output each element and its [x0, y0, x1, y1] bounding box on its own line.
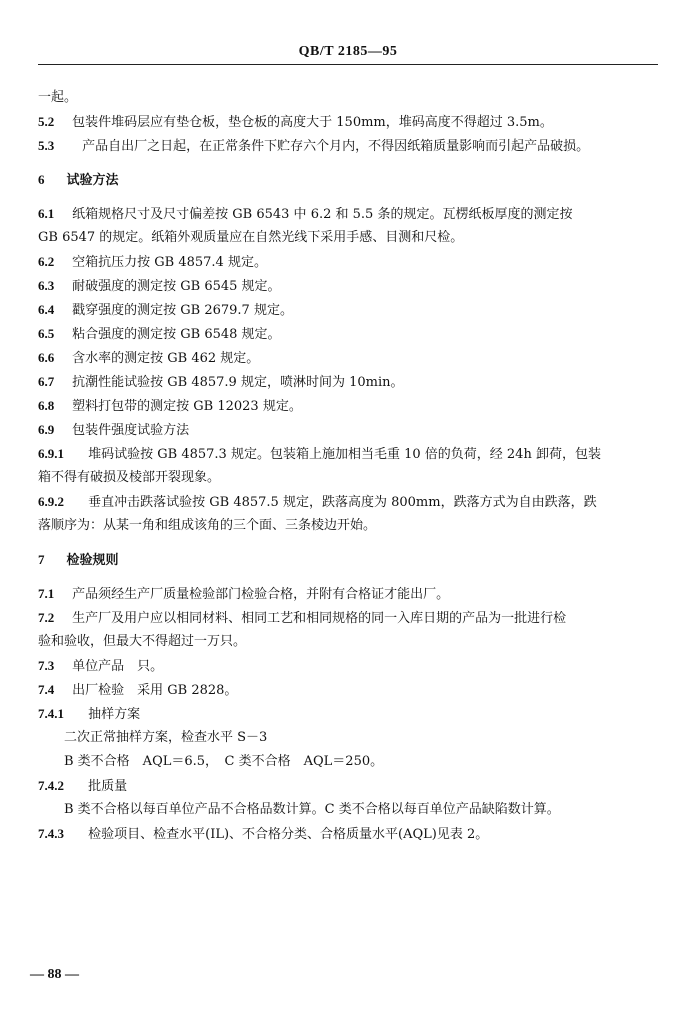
line-text: 抗潮性能试验按 GB 4857.9 规定，喷淋时间为 10min。 [72, 375, 404, 390]
line-text: B 类不合格 AQL＝6.5， C 类不合格 AQL＝250。 [64, 754, 384, 769]
text-line [38, 606, 566, 631]
clause-number: 6.9.2 [38, 494, 64, 509]
text-line [38, 774, 127, 799]
section-heading [38, 548, 119, 573]
clause-number: 6.2 [38, 254, 55, 269]
line-text: 戳穿强度的测定按 GB 2679.7 规定。 [72, 303, 293, 318]
line-text: 耐破强度的测定按 GB 6545 规定。 [72, 279, 281, 294]
line-text: 含水率的测定按 GB 462 规定。 [72, 351, 260, 366]
clause-number: 6.4 [38, 302, 55, 317]
text-line [38, 702, 140, 727]
line-text: 二次正常抽样方案，检查水平 S－3 [64, 730, 268, 745]
clause-number: 6.9 [38, 422, 55, 437]
text-line [38, 202, 572, 227]
line-text: 生产厂及用户应以相同材料、相同工艺和相同规格的同一入库日期的产品为一批进行检 [72, 611, 567, 626]
text-line [38, 274, 281, 299]
clause-number: 6.1 [38, 206, 55, 221]
text-line [38, 466, 220, 490]
line-text: 产品须经生产厂质量检验部门检验合格，并附有合格证才能出厂。 [72, 587, 450, 602]
text-line [38, 250, 267, 275]
page-number: — 88 — [30, 967, 79, 982]
text-line [38, 490, 597, 515]
clause-number: 6.7 [38, 374, 55, 389]
clause-number: 7.4 [38, 682, 55, 697]
line-text: 检验项目、检查水平(IL)、不合格分类、合格质量水平(AQL)见表 2。 [88, 827, 489, 842]
clause-number: 6.6 [38, 350, 55, 365]
text-line [38, 442, 601, 467]
section-title: 检验规则 [66, 553, 119, 568]
text-line [38, 582, 449, 607]
clause-number: 6.3 [38, 278, 55, 293]
clause-number: 5.3 [38, 138, 55, 153]
text-line [38, 394, 302, 419]
text-line [38, 322, 281, 347]
text-line [38, 370, 404, 395]
text-line [38, 134, 589, 159]
line-text: 落顺序为：从某一角和组成该角的三个面、三条棱边开始。 [38, 518, 377, 533]
clause-number: 7.3 [38, 658, 55, 673]
line-text: 验和验收，但最大不得超过一万只。 [38, 634, 247, 649]
text-line [38, 110, 553, 135]
line-text: 包装件堆码层应有垫仓板，垫仓板的高度大于 150mm，堆码高度不得超过 3.5m。 [72, 115, 553, 130]
text-line [38, 298, 293, 323]
line-text: 抽样方案 [88, 707, 141, 722]
text-line [64, 726, 267, 750]
line-text: 塑料打包带的测定按 GB 12023 规定。 [72, 399, 302, 414]
header-rule [38, 64, 658, 65]
line-text: 单位产品 只。 [72, 659, 164, 674]
section-number: 6 [38, 172, 45, 187]
clause-number: 7.4.2 [38, 778, 64, 793]
text-line [38, 514, 376, 538]
section-heading [38, 168, 119, 193]
text-line [38, 654, 163, 679]
clause-number: 7.4.1 [38, 706, 64, 721]
line-text: 出厂检验 采用 GB 2828。 [72, 683, 238, 698]
text-line [64, 798, 560, 822]
line-text: 纸箱规格尺寸及尺寸偏差按 GB 6543 中 6.2 和 5.5 条的规定。瓦楞纸板厚度的测定按 [72, 207, 573, 222]
section-title: 试验方法 [66, 173, 119, 188]
clause-number: 7.1 [38, 586, 55, 601]
line-text: 批质量 [88, 779, 128, 794]
clause-number: 6.5 [38, 326, 55, 341]
clause-number: 7.4.3 [38, 826, 64, 841]
text-line [38, 86, 77, 110]
line-text: 空箱抗压力按 GB 4857.4 规定。 [72, 255, 267, 270]
line-text: 包装件强度试验方法 [72, 423, 190, 438]
clause-number: 7.2 [38, 610, 55, 625]
line-text: 粘合强度的测定按 GB 6548 规定。 [72, 327, 281, 342]
text-line [38, 418, 189, 443]
clause-number: 6.8 [38, 398, 55, 413]
text-line [38, 226, 463, 250]
clause-number: 5.2 [38, 114, 55, 129]
text-line [64, 750, 383, 774]
text-line [38, 346, 259, 371]
line-text: GB 6547 的规定。纸箱外观质量应在自然光线下采用手感、目测和尺检。 [38, 230, 464, 245]
line-text: 产品自出厂之日起，在正常条件下贮存六个月内，不得因纸箱质量影响而引起产品破损。 [82, 139, 590, 154]
line-text: 垂直冲击跌落试验按 GB 4857.5 规定，跌落高度为 800mm，跌落方式为自由跌落，跌 [88, 495, 597, 510]
text-line [38, 678, 237, 703]
text-line [38, 630, 246, 654]
section-number: 7 [38, 552, 45, 567]
line-text: B 类不合格以每百单位产品不合格品数计算。C 类不合格以每百单位产品缺陷数计算。 [64, 802, 560, 817]
clause-number: 6.9.1 [38, 446, 64, 461]
line-text: 箱不得有破损及棱部开裂现象。 [38, 470, 221, 485]
standard-code-header: QB/T 2185—95 [298, 44, 398, 59]
text-line [38, 822, 488, 847]
line-text: 一起。 [38, 90, 78, 105]
line-text: 堆码试验按 GB 4857.3 规定。包装箱上施加相当毛重 10 倍的负荷，经 24h 卸荷，包装 [88, 447, 601, 462]
